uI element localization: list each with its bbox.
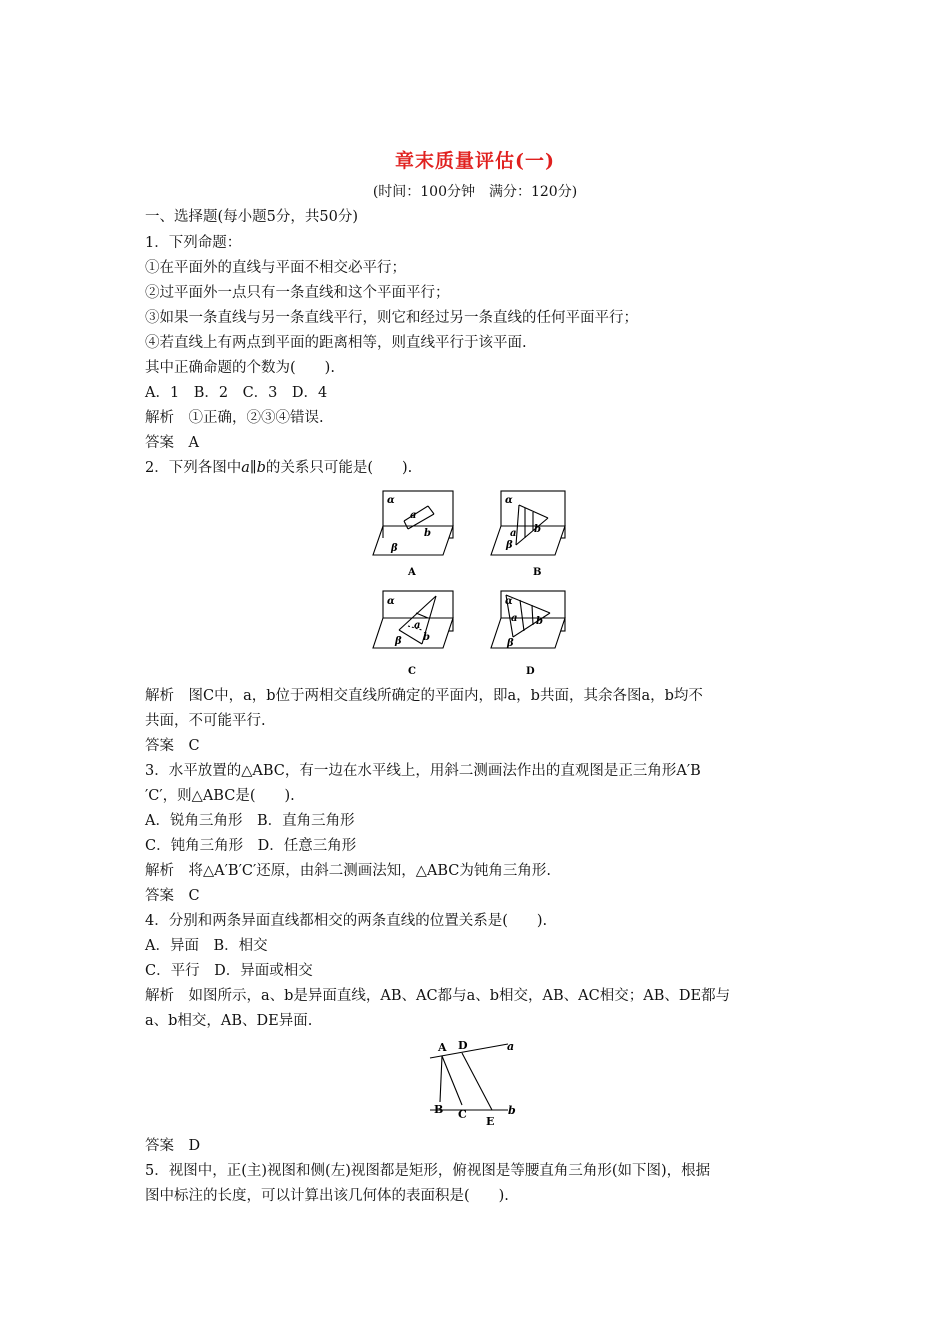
fig4-label-D: D bbox=[458, 1039, 468, 1052]
q4-stem: 4．分别和两条异面直线都相交的两条直线的位置关系是( ). bbox=[145, 913, 548, 929]
q4-figure bbox=[420, 1036, 530, 1130]
fig-c-a-label: a bbox=[414, 620, 421, 631]
q2-analysis-line2: 共面，不可能平行. bbox=[145, 713, 266, 729]
fig-c-caption: C bbox=[408, 666, 416, 677]
fig-c-alpha-label: α bbox=[387, 596, 395, 607]
fig-d-alpha-label: α bbox=[505, 596, 513, 607]
q2-answer: 答案 C bbox=[145, 738, 200, 754]
fig-d-beta-label: β bbox=[507, 638, 514, 649]
q4-analysis-line1: 解析 如图所示，a、b是异面直线，AB、AC都与a、b相交，AB、AC相交；AB、DE都与 bbox=[145, 988, 731, 1004]
fig4-label-a: a bbox=[507, 1040, 515, 1053]
q2-stem-math: a∥b bbox=[241, 460, 266, 476]
q1-ask: 其中正确命题的个数为( ). bbox=[145, 360, 335, 376]
q1-item-2: ②过平面外一点只有一条直线和这个平面平行； bbox=[145, 285, 450, 301]
q5-stem-line1: 5．视图中，正(主)视图和侧(左)视图都是矩形，俯视图是等腰直角三角形(如下图)，根据 bbox=[145, 1163, 711, 1179]
fig-b-a-label: a bbox=[510, 528, 517, 539]
fig-a-a-label: a bbox=[410, 510, 417, 521]
fig-a-caption: A bbox=[408, 567, 416, 578]
fig-b-beta-label: β bbox=[506, 540, 513, 551]
page-title: 章末质量评估(一) bbox=[395, 150, 555, 172]
figure-a bbox=[373, 491, 453, 555]
fig-a-beta-label: β bbox=[391, 543, 398, 554]
q2-stem-post: 的关系只可能是( ). bbox=[265, 460, 413, 476]
fig-c-beta-label: β bbox=[395, 636, 402, 647]
fig-d-caption: D bbox=[526, 666, 535, 677]
q4-options-2: C．平行 D．异面或相交 bbox=[145, 963, 313, 979]
q3-stem-line2: ′C′，则△ABC是( ). bbox=[145, 788, 295, 804]
exam-info: (时间：100分钟 满分：120分) bbox=[372, 184, 578, 200]
q3-answer: 答案 C bbox=[145, 888, 200, 904]
q1-stem: 1．下列命题： bbox=[145, 235, 242, 251]
fig-c-b-label: b bbox=[423, 632, 430, 643]
q4-analysis-line2: a、b相交，AB、DE异面. bbox=[145, 1013, 313, 1029]
fig-d-b-label: b bbox=[536, 616, 543, 627]
fig-b-b-label: b bbox=[534, 524, 541, 535]
q1-item-1: ①在平面外的直线与平面不相交必平行； bbox=[145, 260, 406, 276]
q3-stem-line1: 3．水平放置的△ABC，有一边在水平线上，用斜二测画法作出的直观图是正三角形A′B bbox=[145, 763, 701, 779]
q1-answer: 答案 A bbox=[145, 435, 199, 451]
fig-d-a-label: a bbox=[511, 613, 518, 624]
fig4-label-E: E bbox=[486, 1115, 495, 1128]
fig-a-alpha-label: α bbox=[387, 495, 395, 506]
q3-options-2: C．钝角三角形 D．任意三角形 bbox=[145, 838, 357, 854]
fig4-label-C: C bbox=[458, 1108, 467, 1121]
q3-options-1: A．锐角三角形 B．直角三角形 bbox=[145, 813, 355, 829]
section-heading: 一、选择题(每小题5分，共50分) bbox=[145, 209, 358, 225]
q2-stem-pre: 2．下列各图中 bbox=[145, 460, 242, 476]
q1-item-3: ③如果一条直线与另一条直线平行，则它和经过另一条直线的任何平面平行； bbox=[145, 310, 638, 326]
q1-analysis: 解析 ①正确，②③④错误. bbox=[145, 410, 324, 426]
fig-a-b-label: b bbox=[424, 528, 431, 539]
figure-c bbox=[373, 591, 453, 648]
fig4-label-A: A bbox=[438, 1041, 447, 1054]
figure-b bbox=[491, 491, 565, 555]
q1-options: A．1 B．2 C．3 D．4 bbox=[145, 385, 328, 401]
q2-analysis-line1: 解析 图C中，a，b位于两相交直线所确定的平面内，即a，b共面，其余各图a，b均不 bbox=[145, 688, 703, 704]
q4-options-1: A．异面 B．相交 bbox=[145, 938, 268, 954]
fig4-label-b: b bbox=[508, 1104, 516, 1117]
q2-stem bbox=[145, 459, 412, 477]
fig4-label-B: B bbox=[434, 1103, 444, 1116]
fig-b-alpha-label: α bbox=[505, 495, 513, 506]
q4-answer: 答案 D bbox=[145, 1138, 201, 1154]
q3-analysis: 解析 将△A′B′C′还原，由斜二测画法知，△ABC为钝角三角形. bbox=[145, 863, 551, 879]
fig-b-caption: B bbox=[533, 567, 542, 578]
figure-d bbox=[491, 591, 565, 648]
q5-stem-line2: 图中标注的长度，可以计算出该几何体的表面积是( ). bbox=[145, 1188, 509, 1204]
q1-item-4: ④若直线上有两点到平面的距离相等，则直线平行于该平面. bbox=[145, 335, 527, 351]
q2-figures bbox=[370, 485, 580, 680]
